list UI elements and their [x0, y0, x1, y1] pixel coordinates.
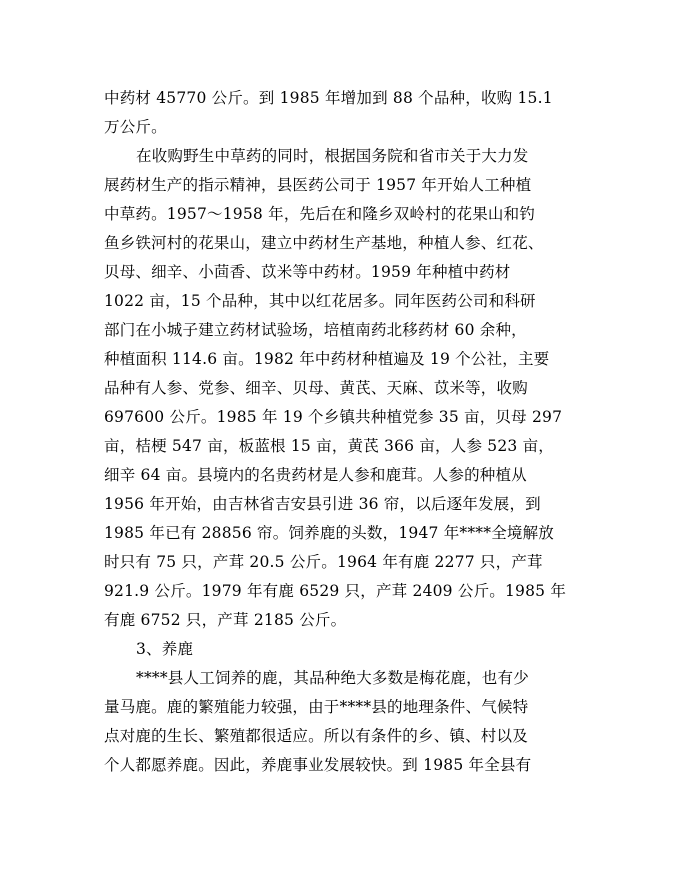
text-line: 鱼乡铁河村的花果山，建立中药材生产基地，种植人参、红花、 — [104, 234, 544, 252]
paragraph-start-line: 在收购野生中草药的同时，根据国务院和省市关于大力发 — [136, 147, 529, 165]
text-line: 种植面积 114.6 亩。1982 年中药材种植遍及 19 个公社，主要 — [104, 350, 550, 368]
text-line: 697600 公斤。1985 年 19 个乡镇共种植党参 35 亩，贝母 297 — [104, 408, 563, 426]
text-line: 有鹿 6752 只，产茸 2185 公斤。 — [104, 611, 347, 629]
text-line: 量马鹿。鹿的繁殖能力较强，由于****县的地理条件、气候特 — [104, 698, 529, 716]
text-line: 1985 年已有 28856 帘。饲养鹿的头数，1947 年****全境解放 — [104, 524, 555, 542]
section-heading: 3、养鹿 — [136, 640, 194, 658]
text-line: 贝母、细辛、小茴香、苡米等中药材。1959 年种植中药材 — [104, 263, 511, 281]
text-line: 个人都愿养鹿。因此，养鹿事业发展较快。到 1985 年全县有 — [104, 756, 532, 774]
text-line: 部门在小城子建立药材试验场，培植南药北移药材 60 余种， — [104, 321, 527, 339]
text-line: 1956 年开始，由吉林省吉安县引进 36 帘，以后逐年发展，到 — [104, 495, 541, 513]
text-line: 展药材生产的指示精神，县医药公司于 1957 年开始人工种植 — [104, 176, 532, 194]
text-line: 点对鹿的生长、繁殖都很适应。所以有条件的乡、镇、村以及 — [104, 727, 528, 745]
text-line: 时只有 75 只，产茸 20.5 公斤。1964 年有鹿 2277 只，产茸 — [104, 553, 543, 571]
paragraph-start-line: ****县人工饲养的鹿，其品种绝大多数是梅花鹿，也有少 — [136, 669, 529, 687]
text-line: 品种有人参、党参、细辛、贝母、黄芪、天麻、苡米等，收购 — [104, 379, 528, 397]
text-line: 921.9 公斤。1979 年有鹿 6529 只，产茸 2409 公斤。1985 年 — [104, 582, 567, 600]
text-line: 1022 亩，15 个品种，其中以红花居多。同年医药公司和科研 — [104, 292, 536, 310]
text-line: 万公斤。 — [104, 118, 167, 136]
text-line: 中药材 45770 公斤。到 1985 年增加到 88 个品种，收购 15.1 — [104, 89, 553, 107]
text-line: 细辛 64 亩。县境内的名贵药材是人参和鹿茸。人参的种植从 — [104, 466, 527, 484]
text-line: 中草药。1957～1958 年，先后在和隆乡双岭村的花果山和钓 — [104, 205, 536, 223]
text-line: 亩，桔梗 547 亩，板蓝根 15 亩，黄芪 366 亩，人参 523 亩， — [104, 437, 554, 455]
